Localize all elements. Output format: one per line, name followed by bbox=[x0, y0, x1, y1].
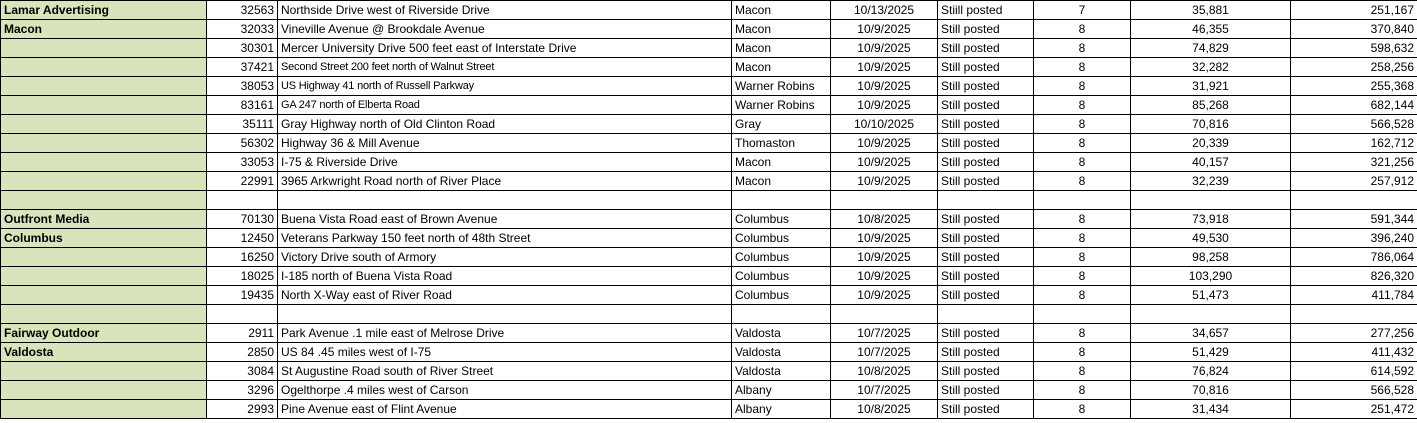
table-row bbox=[1, 210, 1417, 229]
city-cell[interactable]: Columbus bbox=[732, 248, 831, 267]
status-cell[interactable]: Still posted bbox=[938, 400, 1034, 419]
board-id-cell[interactable]: 3296 bbox=[207, 381, 278, 400]
board-id-cell[interactable]: 35111 bbox=[207, 115, 278, 134]
traffic-cell[interactable]: 73,918 bbox=[1131, 210, 1291, 229]
company-cell[interactable] bbox=[1, 172, 207, 191]
total-cell[interactable]: 321,256 bbox=[1291, 153, 1417, 172]
city-cell[interactable]: Valdosta bbox=[732, 362, 831, 381]
date-cell[interactable]: 10/13/2025 bbox=[831, 1, 938, 20]
total-cell[interactable]: 566,528 bbox=[1291, 381, 1417, 400]
date-cell[interactable]: 10/9/2025 bbox=[831, 267, 938, 286]
date-cell[interactable]: 10/9/2025 bbox=[831, 39, 938, 58]
traffic-cell[interactable]: 34,657 bbox=[1131, 324, 1291, 343]
count-cell[interactable]: 8 bbox=[1034, 248, 1131, 267]
table-row bbox=[1, 77, 1417, 96]
status-cell[interactable]: Still posted bbox=[938, 96, 1034, 115]
status-cell[interactable] bbox=[938, 191, 1034, 210]
total-cell[interactable]: 370,840 bbox=[1291, 20, 1417, 39]
traffic-cell[interactable]: 32,239 bbox=[1131, 172, 1291, 191]
location-cell[interactable]: North X-Way east of River Road bbox=[278, 286, 732, 305]
count-cell[interactable]: 8 bbox=[1034, 324, 1131, 343]
date-cell[interactable]: 10/7/2025 bbox=[831, 381, 938, 400]
total-cell[interactable]: 411,432 bbox=[1291, 343, 1417, 362]
traffic-cell[interactable]: 85,268 bbox=[1131, 96, 1291, 115]
count-cell[interactable]: 8 bbox=[1034, 172, 1131, 191]
board-id-cell[interactable]: 16250 bbox=[207, 248, 278, 267]
location-cell[interactable]: Vineville Avenue @ Brookdale Avenue bbox=[278, 20, 732, 39]
board-id-cell[interactable]: 2993 bbox=[207, 400, 278, 419]
company-cell[interactable]: Macon bbox=[1, 20, 207, 39]
count-cell[interactable]: 8 bbox=[1034, 20, 1131, 39]
count-cell[interactable]: 8 bbox=[1034, 77, 1131, 96]
status-cell[interactable]: Still posted bbox=[938, 229, 1034, 248]
company-cell[interactable] bbox=[1, 286, 207, 305]
board-id-cell[interactable]: 32033 bbox=[207, 20, 278, 39]
date-cell[interactable]: 10/9/2025 bbox=[831, 77, 938, 96]
traffic-cell[interactable]: 32,282 bbox=[1131, 58, 1291, 77]
date-cell[interactable]: 10/7/2025 bbox=[831, 343, 938, 362]
table-row bbox=[1, 286, 1417, 305]
date-cell[interactable]: 10/9/2025 bbox=[831, 58, 938, 77]
date-cell[interactable]: 10/7/2025 bbox=[831, 324, 938, 343]
sheet-body bbox=[1, 1, 1417, 419]
city-cell[interactable]: Macon bbox=[732, 153, 831, 172]
status-cell[interactable]: Still posted bbox=[938, 362, 1034, 381]
location-cell[interactable] bbox=[278, 305, 732, 324]
city-cell[interactable]: Macon bbox=[732, 1, 831, 20]
total-cell[interactable]: 277,256 bbox=[1291, 324, 1417, 343]
count-cell[interactable]: 8 bbox=[1034, 210, 1131, 229]
count-cell[interactable]: 8 bbox=[1034, 267, 1131, 286]
table-row bbox=[1, 324, 1417, 343]
board-id-cell[interactable] bbox=[207, 305, 278, 324]
company-cell[interactable] bbox=[1, 400, 207, 419]
status-cell[interactable]: Still posted bbox=[938, 286, 1034, 305]
city-cell[interactable]: Columbus bbox=[732, 286, 831, 305]
company-cell[interactable] bbox=[1, 58, 207, 77]
city-cell[interactable]: Columbus bbox=[732, 267, 831, 286]
traffic-cell[interactable]: 46,355 bbox=[1131, 20, 1291, 39]
status-cell[interactable]: Still posted bbox=[938, 324, 1034, 343]
location-cell[interactable]: Ogelthorpe .4 miles west of Carson bbox=[278, 381, 732, 400]
table-row bbox=[1, 96, 1417, 115]
company-cell[interactable] bbox=[1, 191, 207, 210]
traffic-cell[interactable]: 51,473 bbox=[1131, 286, 1291, 305]
table-row bbox=[1, 115, 1417, 134]
total-cell[interactable]: 786,064 bbox=[1291, 248, 1417, 267]
table-row bbox=[1, 229, 1417, 248]
company-cell[interactable]: Valdosta bbox=[1, 343, 207, 362]
table-row bbox=[1, 248, 1417, 267]
total-cell[interactable]: 591,344 bbox=[1291, 210, 1417, 229]
date-cell[interactable]: 10/9/2025 bbox=[831, 286, 938, 305]
company-cell[interactable] bbox=[1, 115, 207, 134]
board-id-cell[interactable]: 12450 bbox=[207, 229, 278, 248]
board-id-cell[interactable]: 19435 bbox=[207, 286, 278, 305]
count-cell[interactable]: 8 bbox=[1034, 134, 1131, 153]
board-id-cell[interactable]: 33053 bbox=[207, 153, 278, 172]
location-cell[interactable]: Gray Highway north of Old Clinton Road bbox=[278, 115, 732, 134]
company-cell[interactable] bbox=[1, 39, 207, 58]
status-cell[interactable]: Still posted bbox=[938, 210, 1034, 229]
city-cell[interactable]: Gray bbox=[732, 115, 831, 134]
status-cell[interactable]: Still posted bbox=[938, 77, 1034, 96]
city-cell[interactable]: Macon bbox=[732, 20, 831, 39]
board-id-cell[interactable]: 38053 bbox=[207, 77, 278, 96]
company-cell[interactable]: Lamar Advertising bbox=[1, 1, 207, 20]
traffic-cell[interactable]: 35,881 bbox=[1131, 1, 1291, 20]
city-cell[interactable]: Valdosta bbox=[732, 324, 831, 343]
traffic-cell[interactable]: 70,816 bbox=[1131, 381, 1291, 400]
location-cell[interactable]: US Highway 41 north of Russell Parkway bbox=[278, 77, 732, 96]
location-cell[interactable]: Victory Drive south of Armory bbox=[278, 248, 732, 267]
count-cell[interactable]: 8 bbox=[1034, 96, 1131, 115]
status-cell[interactable]: Still posted bbox=[938, 39, 1034, 58]
traffic-cell[interactable]: 51,429 bbox=[1131, 343, 1291, 362]
date-cell[interactable]: 10/9/2025 bbox=[831, 153, 938, 172]
total-cell[interactable]: 682,144 bbox=[1291, 96, 1417, 115]
company-cell[interactable]: Columbus bbox=[1, 229, 207, 248]
company-cell[interactable] bbox=[1, 362, 207, 381]
total-cell[interactable]: 162,712 bbox=[1291, 134, 1417, 153]
status-cell[interactable]: Stiill posted bbox=[938, 1, 1034, 20]
company-cell[interactable] bbox=[1, 134, 207, 153]
location-cell[interactable]: Highway 36 & Mill Avenue bbox=[278, 134, 732, 153]
traffic-cell[interactable]: 70,816 bbox=[1131, 115, 1291, 134]
date-cell[interactable]: 10/9/2025 bbox=[831, 229, 938, 248]
count-cell[interactable]: 8 bbox=[1034, 343, 1131, 362]
date-cell[interactable]: 10/9/2025 bbox=[831, 134, 938, 153]
total-cell[interactable] bbox=[1291, 191, 1417, 210]
location-cell[interactable]: Second Street 200 feet north of Walnut Street bbox=[278, 58, 732, 77]
total-cell[interactable]: 257,912 bbox=[1291, 172, 1417, 191]
location-cell[interactable]: Park Avenue .1 mile east of Melrose Drive bbox=[278, 324, 732, 343]
total-cell[interactable] bbox=[1291, 305, 1417, 324]
location-cell[interactable]: Mercer University Drive 500 feet east of Interstate Drive bbox=[278, 39, 732, 58]
total-cell[interactable]: 251,472 bbox=[1291, 400, 1417, 419]
table-row bbox=[1, 134, 1417, 153]
status-cell[interactable]: Still posted bbox=[938, 153, 1034, 172]
city-cell[interactable]: Thomaston bbox=[732, 134, 831, 153]
total-cell[interactable]: 251,167 bbox=[1291, 1, 1417, 20]
count-cell[interactable]: 8 bbox=[1034, 400, 1131, 419]
board-id-cell[interactable]: 3084 bbox=[207, 362, 278, 381]
table-row bbox=[1, 362, 1417, 381]
date-cell[interactable]: 10/8/2025 bbox=[831, 400, 938, 419]
blank-row bbox=[1, 191, 1417, 210]
location-cell[interactable]: Buena Vista Road east of Brown Avenue bbox=[278, 210, 732, 229]
company-cell[interactable]: Outfront Media bbox=[1, 210, 207, 229]
table-row bbox=[1, 39, 1417, 58]
company-cell[interactable] bbox=[1, 248, 207, 267]
date-cell[interactable] bbox=[831, 191, 938, 210]
status-cell[interactable]: Still posted bbox=[938, 381, 1034, 400]
date-cell[interactable]: 10/9/2025 bbox=[831, 172, 938, 191]
total-cell[interactable]: 566,528 bbox=[1291, 115, 1417, 134]
city-cell[interactable]: Columbus bbox=[732, 210, 831, 229]
total-cell[interactable]: 411,784 bbox=[1291, 286, 1417, 305]
company-cell[interactable] bbox=[1, 381, 207, 400]
blank-row bbox=[1, 305, 1417, 324]
status-cell[interactable]: Still posted bbox=[938, 343, 1034, 362]
count-cell[interactable]: 8 bbox=[1034, 229, 1131, 248]
company-cell[interactable] bbox=[1, 153, 207, 172]
total-cell[interactable]: 614,592 bbox=[1291, 362, 1417, 381]
company-cell[interactable]: Fairway Outdoor bbox=[1, 324, 207, 343]
date-cell[interactable]: 10/9/2025 bbox=[831, 248, 938, 267]
status-cell[interactable]: Still posted bbox=[938, 20, 1034, 39]
board-id-cell[interactable]: 56302 bbox=[207, 134, 278, 153]
count-cell[interactable]: 8 bbox=[1034, 39, 1131, 58]
board-id-cell[interactable]: 2911 bbox=[207, 324, 278, 343]
city-cell[interactable]: Valdosta bbox=[732, 343, 831, 362]
company-cell[interactable] bbox=[1, 305, 207, 324]
company-cell[interactable] bbox=[1, 267, 207, 286]
count-cell[interactable] bbox=[1034, 305, 1131, 324]
location-cell[interactable]: 3965 Arkwright Road north of River Place bbox=[278, 172, 732, 191]
board-id-cell[interactable]: 2850 bbox=[207, 343, 278, 362]
location-cell[interactable] bbox=[278, 191, 732, 210]
status-cell[interactable] bbox=[938, 305, 1034, 324]
traffic-cell[interactable]: 49,530 bbox=[1131, 229, 1291, 248]
board-id-cell[interactable]: 70130 bbox=[207, 210, 278, 229]
traffic-cell[interactable]: 31,921 bbox=[1131, 77, 1291, 96]
location-cell[interactable]: Veterans Parkway 150 feet north of 48th Street bbox=[278, 229, 732, 248]
table-row bbox=[1, 267, 1417, 286]
city-cell[interactable] bbox=[732, 191, 831, 210]
total-cell[interactable]: 255,368 bbox=[1291, 77, 1417, 96]
count-cell[interactable]: 7 bbox=[1034, 1, 1131, 20]
board-id-cell[interactable]: 18025 bbox=[207, 267, 278, 286]
status-cell[interactable]: Still posted bbox=[938, 134, 1034, 153]
table-row bbox=[1, 58, 1417, 77]
location-cell[interactable]: US 84 .45 miles west of I-75 bbox=[278, 343, 732, 362]
city-cell[interactable]: Columbus bbox=[732, 229, 831, 248]
count-cell[interactable]: 8 bbox=[1034, 58, 1131, 77]
status-cell[interactable]: Still posted bbox=[938, 267, 1034, 286]
board-id-cell[interactable]: 32563 bbox=[207, 1, 278, 20]
date-cell[interactable]: 10/8/2025 bbox=[831, 210, 938, 229]
total-cell[interactable]: 396,240 bbox=[1291, 229, 1417, 248]
date-cell[interactable]: 10/8/2025 bbox=[831, 362, 938, 381]
board-id-cell[interactable]: 83161 bbox=[207, 96, 278, 115]
city-cell[interactable]: Albany bbox=[732, 400, 831, 419]
count-cell[interactable]: 8 bbox=[1034, 381, 1131, 400]
table-row bbox=[1, 20, 1417, 39]
table-row bbox=[1, 153, 1417, 172]
table-row bbox=[1, 400, 1417, 419]
date-cell[interactable]: 10/10/2025 bbox=[831, 115, 938, 134]
location-cell[interactable]: I-75 & Riverside Drive bbox=[278, 153, 732, 172]
traffic-cell[interactable] bbox=[1131, 191, 1291, 210]
total-cell[interactable]: 826,320 bbox=[1291, 267, 1417, 286]
traffic-cell[interactable] bbox=[1131, 305, 1291, 324]
table-row bbox=[1, 343, 1417, 362]
city-cell[interactable]: Macon bbox=[732, 172, 831, 191]
count-cell[interactable] bbox=[1034, 191, 1131, 210]
count-cell[interactable]: 8 bbox=[1034, 362, 1131, 381]
board-id-cell[interactable]: 37421 bbox=[207, 58, 278, 77]
location-cell[interactable]: Pine Avenue east of Flint Avenue bbox=[278, 400, 732, 419]
city-cell[interactable]: Warner Robins bbox=[732, 77, 831, 96]
date-cell[interactable] bbox=[831, 305, 938, 324]
table-row bbox=[1, 1, 1417, 20]
table-row bbox=[1, 381, 1417, 400]
city-cell[interactable]: Macon bbox=[732, 39, 831, 58]
location-cell[interactable]: Northside Drive west of Riverside Drive bbox=[278, 1, 732, 20]
status-cell[interactable]: Still posted bbox=[938, 115, 1034, 134]
traffic-cell[interactable]: 103,290 bbox=[1131, 267, 1291, 286]
traffic-cell[interactable]: 74,829 bbox=[1131, 39, 1291, 58]
date-cell[interactable]: 10/9/2025 bbox=[831, 20, 938, 39]
board-id-cell[interactable] bbox=[207, 191, 278, 210]
city-cell[interactable]: Albany bbox=[732, 381, 831, 400]
table-row bbox=[1, 172, 1417, 191]
total-cell[interactable]: 598,632 bbox=[1291, 39, 1417, 58]
total-cell[interactable]: 258,256 bbox=[1291, 58, 1417, 77]
company-cell[interactable] bbox=[1, 77, 207, 96]
city-cell[interactable] bbox=[732, 305, 831, 324]
date-cell[interactable]: 10/9/2025 bbox=[831, 96, 938, 115]
location-cell[interactable]: I-185 north of Buena Vista Road bbox=[278, 267, 732, 286]
city-cell[interactable]: Warner Robins bbox=[732, 96, 831, 115]
traffic-cell[interactable]: 76,824 bbox=[1131, 362, 1291, 381]
location-cell[interactable]: St Augustine Road south of River Street bbox=[278, 362, 732, 381]
board-id-cell[interactable]: 22991 bbox=[207, 172, 278, 191]
location-cell[interactable]: GA 247 north of Elberta Road bbox=[278, 96, 732, 115]
board-id-cell[interactable]: 30301 bbox=[207, 39, 278, 58]
status-cell[interactable]: Still posted bbox=[938, 248, 1034, 267]
company-cell[interactable] bbox=[1, 96, 207, 115]
traffic-cell[interactable]: 98,258 bbox=[1131, 248, 1291, 267]
status-cell[interactable]: Still posted bbox=[938, 58, 1034, 77]
city-cell[interactable]: Macon bbox=[732, 58, 831, 77]
status-cell[interactable]: Still posted bbox=[938, 172, 1034, 191]
traffic-cell[interactable]: 40,157 bbox=[1131, 153, 1291, 172]
count-cell[interactable]: 8 bbox=[1034, 115, 1131, 134]
count-cell[interactable]: 8 bbox=[1034, 153, 1131, 172]
count-cell[interactable]: 8 bbox=[1034, 286, 1131, 305]
traffic-cell[interactable]: 20,339 bbox=[1131, 134, 1291, 153]
traffic-cell[interactable]: 31,434 bbox=[1131, 400, 1291, 419]
